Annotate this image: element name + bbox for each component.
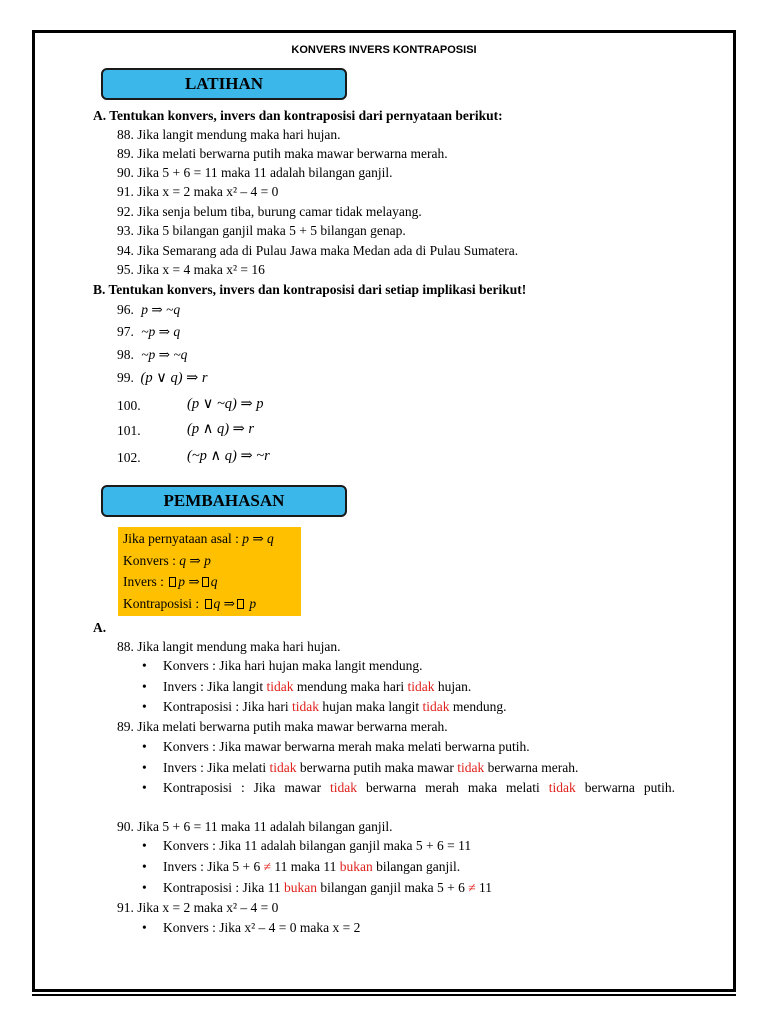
exercise-number: 97. bbox=[117, 324, 134, 339]
page-bottom-rule bbox=[32, 991, 736, 996]
pembahasan-banner: PEMBAHASAN bbox=[101, 485, 347, 517]
definition-invers: Invers : p ⇒ q bbox=[123, 574, 218, 589]
exercise-93: 93. Jika 5 bilangan ganjil maka 5 + 5 bilangan genap. bbox=[117, 223, 406, 238]
answer-91-statement: 91. Jika x = 2 maka x² – 4 = 0 bbox=[117, 900, 279, 915]
answer-88-konvers: Konvers : Jika hari hujan maka langit mendung. bbox=[163, 658, 423, 673]
bullet-icon: • bbox=[142, 739, 147, 754]
definition-konvers: Konvers : q ⇒ p bbox=[123, 553, 211, 568]
latihan-banner: LATIHAN bbox=[101, 68, 347, 100]
answer-89-konvers: Konvers : Jika mawar berwarna merah maka melati berwarna putih. bbox=[163, 739, 530, 754]
exercise-number: 100. bbox=[117, 398, 141, 413]
answer-90-statement: 90. Jika 5 + 6 = 11 maka 11 adalah bilangan ganjil. bbox=[117, 819, 393, 834]
exercise-89: 89. Jika melati berwarna putih maka mawar berwarna merah. bbox=[117, 146, 448, 161]
answer-89-kontraposisi: Kontraposisi : Jika mawar tidak berwarna merah maka melati tidak berwarna putih. bbox=[163, 780, 676, 795]
bullet-icon: • bbox=[142, 679, 147, 694]
implication-expression: (p ∨ q) ⇒ r bbox=[140, 370, 208, 386]
page-header: KONVERS INVERS KONTRAPOSISI bbox=[291, 44, 477, 56]
exercise-102 bbox=[117, 448, 141, 467]
bullet-icon: • bbox=[142, 760, 147, 775]
definition-kontraposisi: Kontraposisi : q ⇒ p bbox=[123, 596, 257, 611]
answer-90-invers: Invers : Jika 5 + 6 ≠ 11 maka 11 bukan bilangan ganjil. bbox=[163, 859, 461, 874]
exercise-98 bbox=[117, 345, 187, 364]
exercise-100 bbox=[117, 396, 141, 415]
exercise-number: 101. bbox=[117, 423, 141, 438]
exercise-94: 94. Jika Semarang ada di Pulau Jawa maka Medan ada di Pulau Sumatera. bbox=[117, 243, 519, 258]
exercise-96 bbox=[117, 300, 180, 319]
answer-89-statement: 89. Jika melati berwarna putih maka mawar berwarna merah. bbox=[117, 719, 448, 734]
exercise-number: 99. bbox=[117, 370, 134, 385]
exercise-95: 95. Jika x = 4 maka x² = 16 bbox=[117, 262, 265, 277]
answer-90-kontraposisi: Kontraposisi : Jika 11 bukan bilangan ganjil maka 5 + 6 ≠ 11 bbox=[163, 880, 492, 895]
bullet-icon: • bbox=[142, 699, 147, 714]
exercise-number: 98. bbox=[117, 347, 134, 362]
exercise-91: 91. Jika x = 2 maka x² – 4 = 0 bbox=[117, 184, 279, 199]
exercise-101 bbox=[117, 421, 141, 440]
bullet-icon: • bbox=[142, 658, 147, 673]
implication-expression: ~p ⇒ ~q bbox=[141, 347, 188, 362]
definition-asal: Jika pernyataan asal : p ⇒ q bbox=[123, 531, 274, 546]
bullet-icon: • bbox=[142, 880, 147, 895]
exercise-102-expression: (~p ∧ q) ⇒ ~r bbox=[187, 448, 270, 464]
answer-90-konvers: Konvers : Jika 11 adalah bilangan ganjil maka 5 + 6 = 11 bbox=[163, 838, 472, 853]
implication-expression: ~p ⇒ q bbox=[141, 324, 181, 339]
answer-section-label: A. bbox=[93, 620, 107, 635]
exercise-number: 102. bbox=[117, 450, 141, 465]
answer-88-invers: Invers : Jika langit tidak mendung maka hari tidak hujan. bbox=[163, 679, 472, 694]
answer-91-konvers: Konvers : Jika x² – 4 = 0 maka x = 2 bbox=[163, 920, 361, 935]
exercise-97 bbox=[117, 322, 180, 341]
section-b-heading: B. Tentukan konvers, invers dan kontraposisi dari setiap implikasi berikut! bbox=[93, 282, 527, 297]
exercise-88: 88. Jika langit mendung maka hari hujan. bbox=[117, 127, 341, 142]
bullet-icon: • bbox=[142, 838, 147, 853]
bullet-icon: • bbox=[142, 859, 147, 874]
bullet-icon: • bbox=[142, 780, 147, 795]
exercise-100-expression: (p ∨ ~q) ⇒ p bbox=[187, 396, 264, 412]
implication-expression: p ⇒ ~q bbox=[141, 302, 181, 317]
exercise-number: 96. bbox=[117, 302, 134, 317]
answer-88-kontraposisi: Kontraposisi : Jika hari tidak hujan maka langit tidak mendung. bbox=[163, 699, 507, 714]
bullet-icon: • bbox=[142, 920, 147, 935]
section-a-heading: A. Tentukan konvers, invers dan kontraposisi dari pernyataan berikut: bbox=[93, 108, 503, 123]
exercise-90: 90. Jika 5 + 6 = 11 maka 11 adalah bilangan ganjil. bbox=[117, 165, 393, 180]
exercise-101-expression: (p ∧ q) ⇒ r bbox=[187, 421, 255, 437]
exercise-99 bbox=[117, 368, 208, 388]
definition-box bbox=[118, 527, 301, 616]
answer-88-statement: 88. Jika langit mendung maka hari hujan. bbox=[117, 639, 341, 654]
exercise-92: 92. Jika senja belum tiba, burung camar tidak melayang. bbox=[117, 204, 422, 219]
answer-89-invers: Invers : Jika melati tidak berwarna putih maka mawar tidak berwarna merah. bbox=[163, 760, 579, 775]
